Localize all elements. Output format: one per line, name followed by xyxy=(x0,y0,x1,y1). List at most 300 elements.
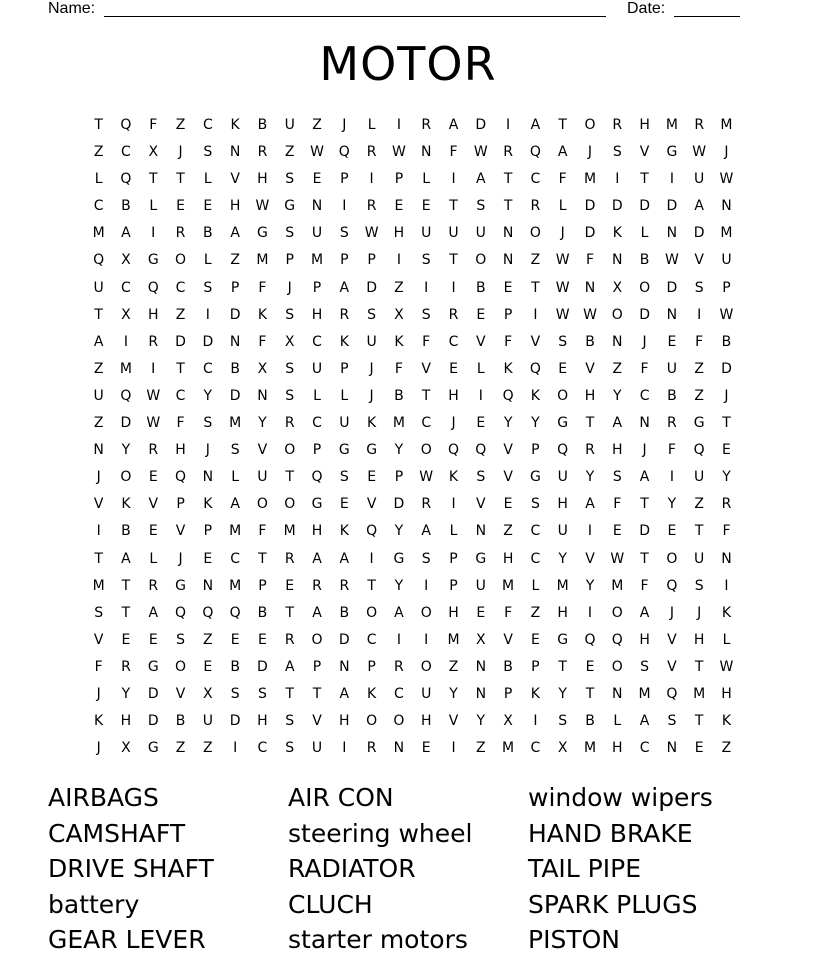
grid-cell: V xyxy=(93,496,104,513)
date-blank-line[interactable] xyxy=(674,16,740,17)
grid-cell: I xyxy=(369,171,374,188)
grid-cell: Z xyxy=(448,658,459,675)
grid-cell: F xyxy=(258,333,267,350)
grid-cell: D xyxy=(202,333,214,350)
grid-cell: I xyxy=(96,523,101,540)
grid-cell: P xyxy=(449,577,458,594)
grid-cell: B xyxy=(585,333,595,350)
grid-cell: F xyxy=(394,360,403,377)
grid-cell: T xyxy=(558,117,567,133)
grid-cell: Q xyxy=(666,685,678,702)
grid-cell: O xyxy=(529,225,541,242)
grid-cell: L xyxy=(558,198,567,215)
grid-cell: I xyxy=(478,387,483,404)
grid-cell: Y xyxy=(394,577,404,594)
grid-cell: V xyxy=(476,333,486,350)
grid-cell: P xyxy=(367,252,376,269)
grid-cell: C xyxy=(394,685,404,702)
grid-cell: L xyxy=(476,360,485,377)
grid-cell: B xyxy=(639,252,650,269)
grid-cell: J xyxy=(96,469,101,486)
grid-cell: S xyxy=(367,306,377,323)
grid-cell: I xyxy=(396,117,401,133)
grid-cell: H xyxy=(557,496,568,513)
grid-cell: G xyxy=(147,252,159,269)
grid-cell: Q xyxy=(311,469,323,486)
grid-cell: U xyxy=(475,225,486,242)
grid-cell: U xyxy=(421,685,432,702)
grid-cell: D xyxy=(475,117,487,133)
grid-cell: E xyxy=(476,306,486,323)
grid-cell: E xyxy=(285,577,295,594)
grid-cell: Q xyxy=(338,144,350,161)
grid-cell: Q xyxy=(666,577,678,594)
grid-cell: P xyxy=(230,279,240,296)
grid-cell: D xyxy=(338,631,350,648)
grid-cell: O xyxy=(256,496,268,513)
grid-cell: P xyxy=(176,496,185,513)
grid-cell: M xyxy=(256,252,269,269)
grid-cell: H xyxy=(639,117,650,133)
grid-cell: S xyxy=(667,713,677,730)
grid-cell: W xyxy=(583,306,597,323)
grid-cell: H xyxy=(584,387,596,404)
grid-cell: I xyxy=(123,333,129,350)
grid-cell: E xyxy=(339,496,349,513)
grid-cell: K xyxy=(94,713,104,730)
grid-cell: G xyxy=(557,631,569,648)
grid-cell: Q xyxy=(366,523,378,540)
grid-cell: V xyxy=(694,252,704,269)
grid-cell: V xyxy=(503,631,513,648)
grid-cell: A xyxy=(530,117,541,133)
grid-cell: W xyxy=(255,198,270,215)
grid-cell: G xyxy=(666,144,678,161)
grid-cell: I xyxy=(424,631,429,648)
grid-cell: Z xyxy=(93,144,104,161)
grid-cell: C xyxy=(93,198,104,215)
grid-cell: X xyxy=(284,333,295,350)
grid-cell: W xyxy=(419,469,434,486)
grid-cell: Y xyxy=(667,496,677,513)
grid-cell: E xyxy=(258,631,267,648)
grid-cell: I xyxy=(424,279,429,296)
grid-cell: R xyxy=(312,577,322,594)
grid-cell: N xyxy=(311,198,323,215)
grid-cell: X xyxy=(476,631,486,648)
grid-cell: G xyxy=(257,225,268,242)
grid-cell: R xyxy=(448,306,459,323)
grid-cell: C xyxy=(121,144,131,161)
date-label: Date: xyxy=(627,0,666,17)
grid-cell: V xyxy=(585,550,595,567)
word-list-item: AIR CON xyxy=(288,783,394,812)
grid-cell: R xyxy=(394,658,404,675)
grid-cell: Q xyxy=(447,442,460,459)
grid-cell: R xyxy=(530,198,541,215)
grid-cell: I xyxy=(451,496,456,513)
grid-cell: A xyxy=(639,713,650,730)
grid-cell: Z xyxy=(721,740,732,757)
grid-cell: T xyxy=(367,577,376,594)
grid-cell: A xyxy=(230,496,240,513)
grid-cell: E xyxy=(367,469,377,486)
grid-cell: I xyxy=(533,713,538,730)
grid-cell: T xyxy=(640,550,649,567)
grid-cell: F xyxy=(449,144,458,161)
grid-cell: Y xyxy=(203,387,213,404)
grid-cell: C xyxy=(530,523,541,540)
grid-cell: N xyxy=(666,306,678,323)
grid-cell: N xyxy=(612,333,623,350)
grid-cell: G xyxy=(147,658,159,675)
grid-cell: E xyxy=(312,171,322,188)
grid-cell: E xyxy=(394,198,404,215)
grid-cell: S xyxy=(694,577,704,594)
grid-cell: S xyxy=(285,713,295,730)
grid-cell: Z xyxy=(284,144,295,161)
grid-cell: B xyxy=(476,279,486,296)
grid-cell: N xyxy=(475,685,487,702)
word-list-item: window wipers xyxy=(528,783,713,812)
grid-cell: Y xyxy=(558,685,567,702)
grid-cell: S xyxy=(421,252,431,269)
grid-cell: T xyxy=(531,279,540,296)
grid-cell: T xyxy=(94,550,103,567)
grid-cell: Z xyxy=(476,740,486,757)
grid-cell: K xyxy=(530,387,540,404)
grid-cell: C xyxy=(175,279,186,296)
grid-cell: K xyxy=(503,360,513,377)
grid-cell: I xyxy=(697,306,702,323)
word-list-item: PISTON xyxy=(528,925,620,955)
word-list-item: CLUCH xyxy=(288,889,373,919)
grid-cell: E xyxy=(694,740,704,757)
grid-cell: Q xyxy=(202,604,214,621)
grid-cell: T xyxy=(285,685,294,702)
grid-cell: A xyxy=(448,117,459,133)
grid-cell: C xyxy=(639,387,650,404)
grid-cell: M xyxy=(310,252,324,269)
grid-cell: X xyxy=(257,360,268,377)
grid-cell: G xyxy=(366,442,378,459)
grid-cell: N xyxy=(475,658,487,675)
grid-cell: L xyxy=(203,252,212,269)
grid-cell: J xyxy=(669,604,674,621)
grid-cell: H xyxy=(147,306,159,323)
name-label: Name: xyxy=(48,0,96,17)
grid-cell: U xyxy=(557,469,568,486)
grid-cell: Y xyxy=(585,469,595,486)
grid-cell: M xyxy=(611,577,624,594)
grid-cell: U xyxy=(666,360,677,377)
grid-cell: G xyxy=(475,550,487,567)
grid-cell: C xyxy=(175,387,186,404)
grid-cell: A xyxy=(284,658,295,675)
grid-cell: Q xyxy=(120,171,132,188)
grid-cell: U xyxy=(257,469,268,486)
grid-cell: T xyxy=(503,198,513,215)
grid-cell: J xyxy=(369,360,374,377)
grid-cell: M xyxy=(119,360,132,377)
grid-cell: V xyxy=(476,496,486,513)
grid-cell: R xyxy=(148,333,159,350)
grid-cell: S xyxy=(285,225,295,242)
grid-cell: P xyxy=(449,550,458,567)
grid-cell: I xyxy=(506,117,511,133)
grid-cell: P xyxy=(340,171,349,188)
grid-cell: U xyxy=(311,225,323,242)
grid-cell: Q xyxy=(120,387,132,404)
grid-cell: E xyxy=(530,631,540,648)
grid-cell: H xyxy=(448,387,459,404)
grid-cell: D xyxy=(693,225,705,242)
grid-cell: R xyxy=(585,442,595,459)
grid-cell: S xyxy=(421,306,431,323)
grid-cell: P xyxy=(203,523,213,540)
grid-cell: Y xyxy=(394,523,404,540)
grid-cell: Z xyxy=(312,117,322,133)
grid-cell: O xyxy=(311,631,323,648)
grid-cell: R xyxy=(148,577,159,594)
grid-cell: S xyxy=(558,713,568,730)
grid-cell: S xyxy=(612,469,622,486)
grid-cell: B xyxy=(175,713,186,730)
grid-cell: V xyxy=(230,171,240,188)
grid-cell: M xyxy=(502,740,515,757)
grid-cell: R xyxy=(121,658,131,675)
grid-cell: Z xyxy=(93,415,104,432)
grid-cell: G xyxy=(529,469,541,486)
grid-cell: A xyxy=(612,415,623,432)
grid-cell: D xyxy=(229,387,241,404)
grid-cell: Z xyxy=(530,252,541,269)
grid-cell: L xyxy=(613,713,622,730)
grid-cell: I xyxy=(342,198,347,215)
grid-cell: N xyxy=(229,333,241,350)
grid-cell: H xyxy=(393,225,405,242)
grid-cell: X xyxy=(612,279,623,296)
grid-cell: O xyxy=(366,713,378,730)
grid-cell: E xyxy=(722,442,731,459)
grid-cell: D xyxy=(639,306,650,323)
grid-cell: D xyxy=(257,658,268,675)
grid-cell: V xyxy=(448,713,459,730)
grid-cell: B xyxy=(257,604,268,621)
grid-cell: Z xyxy=(694,360,704,377)
grid-cell: E xyxy=(148,631,158,648)
grid-cell: E xyxy=(612,523,622,540)
grid-cell: T xyxy=(94,306,103,323)
grid-cell: P xyxy=(394,469,404,486)
grid-cell: A xyxy=(694,198,704,215)
grid-cell: B xyxy=(230,360,240,377)
grid-cell: L xyxy=(94,171,103,188)
grid-cell: S xyxy=(203,144,213,161)
grid-cell: T xyxy=(285,604,294,621)
grid-cell: T xyxy=(312,685,322,702)
grid-cell: O xyxy=(666,550,678,567)
grid-cell: W xyxy=(310,144,324,161)
grid-cell: L xyxy=(203,171,212,188)
grid-cell: K xyxy=(367,685,377,702)
grid-cell: Z xyxy=(694,496,704,513)
grid-cell: K xyxy=(721,604,732,621)
grid-cell: W xyxy=(364,225,379,242)
grid-cell: Y xyxy=(613,387,622,404)
grid-cell: V xyxy=(585,360,595,377)
grid-cell: R xyxy=(284,415,295,432)
grid-cell: P xyxy=(285,252,294,269)
grid-cell: J xyxy=(587,144,593,161)
grid-cell: F xyxy=(667,442,676,459)
grid-cell: P xyxy=(312,442,322,459)
grid-cell: C xyxy=(312,333,322,350)
grid-cell: I xyxy=(396,252,401,269)
grid-cell: E xyxy=(121,631,131,648)
grid-cell: J xyxy=(724,144,729,161)
grid-cell: O xyxy=(284,442,296,459)
grid-cell: N xyxy=(584,279,596,296)
grid-cell: M xyxy=(638,685,651,702)
grid-cell: J xyxy=(96,740,101,757)
grid-cell: Y xyxy=(531,415,540,432)
grid-cell: O xyxy=(284,496,296,513)
grid-cell: E xyxy=(503,496,513,513)
grid-cell: Y xyxy=(503,415,513,432)
grid-cell: F xyxy=(94,658,103,675)
grid-cell: A xyxy=(148,604,159,621)
grid-cell: G xyxy=(557,415,569,432)
grid-cell: T xyxy=(176,171,185,188)
grid-cell: D xyxy=(366,279,377,296)
grid-cell: B xyxy=(503,658,513,675)
grid-cell: T xyxy=(694,658,704,675)
word-list-item: HAND BRAKE xyxy=(528,818,693,848)
grid-cell: T xyxy=(640,171,649,188)
grid-cell: M xyxy=(229,523,242,540)
grid-cell: Y xyxy=(121,442,131,459)
grid-cell: U xyxy=(339,415,350,432)
grid-cell: S xyxy=(421,550,431,567)
grid-cell: A xyxy=(339,550,350,567)
grid-cell: O xyxy=(393,713,405,730)
grid-cell: R xyxy=(694,117,705,133)
grid-cell: R xyxy=(148,442,159,459)
grid-cell: H xyxy=(502,550,514,567)
grid-cell: F xyxy=(422,333,431,350)
grid-cell: V xyxy=(667,658,677,675)
grid-cell: S xyxy=(285,171,295,188)
grid-cell: N xyxy=(612,252,623,269)
grid-cell: X xyxy=(148,144,159,161)
grid-cell: V xyxy=(93,631,104,648)
grid-cell: Z xyxy=(230,252,240,269)
grid-cell: K xyxy=(367,415,377,432)
grid-cell: B xyxy=(339,604,350,621)
grid-cell: D xyxy=(584,198,596,215)
grid-cell: M xyxy=(92,577,105,594)
grid-cell: N xyxy=(721,198,732,215)
grid-cell: E xyxy=(203,198,213,215)
grid-cell: W xyxy=(146,415,161,432)
grid-cell: B xyxy=(257,117,268,133)
grid-cell: I xyxy=(669,171,674,188)
word-list-item: CAMSHAFT xyxy=(48,818,186,848)
word-list-item: TAIL PIPE xyxy=(528,854,642,884)
grid-cell: D xyxy=(175,333,186,350)
grid-cell: N xyxy=(339,658,350,675)
grid-cell: M xyxy=(583,740,597,757)
grid-cell: Q xyxy=(175,604,187,621)
grid-cell: L xyxy=(531,577,540,594)
grid-cell: W xyxy=(692,144,707,161)
grid-cell: F xyxy=(613,496,622,513)
grid-cell: V xyxy=(148,496,159,513)
grid-cell: Q xyxy=(93,252,105,269)
grid-cell: Y xyxy=(121,685,131,702)
grid-cell: H xyxy=(311,523,323,540)
grid-cell: E xyxy=(148,469,158,486)
grid-cell: M xyxy=(502,577,515,594)
grid-cell: A xyxy=(312,604,322,621)
grid-cell: O xyxy=(420,442,432,459)
grid-cell: R xyxy=(257,144,268,161)
grid-cell: H xyxy=(120,713,132,730)
grid-cell: T xyxy=(94,117,103,133)
grid-cell: O xyxy=(120,469,132,486)
grid-cell: D xyxy=(147,685,159,702)
grid-cell: S xyxy=(476,198,486,215)
grid-cell: T xyxy=(585,415,595,432)
grid-cell: P xyxy=(503,306,513,323)
grid-cell: X xyxy=(121,306,131,323)
grid-cell: U xyxy=(93,387,104,404)
grid-cell: R xyxy=(503,144,513,161)
grid-cell: D xyxy=(229,306,241,323)
grid-cell: Z xyxy=(503,523,513,540)
grid-cell: I xyxy=(669,469,674,486)
grid-cell: D xyxy=(639,198,650,215)
grid-cell: S xyxy=(530,496,540,513)
name-blank-line[interactable] xyxy=(104,16,606,17)
grid-cell: U xyxy=(366,333,377,350)
grid-cell: Q xyxy=(147,279,159,296)
grid-cell: Q xyxy=(475,442,487,459)
grid-cell: T xyxy=(722,415,731,432)
grid-cell: V xyxy=(503,442,513,459)
grid-cell: G xyxy=(338,442,350,459)
grid-cell: H xyxy=(257,171,268,188)
grid-cell: E xyxy=(667,333,677,350)
grid-cell: M xyxy=(693,685,706,702)
grid-cell: S xyxy=(94,604,104,621)
word-list-item: RADIATOR xyxy=(288,854,416,884)
grid-cell: A xyxy=(93,333,104,350)
grid-cell: I xyxy=(151,360,156,377)
grid-cell: V xyxy=(421,360,431,377)
grid-cell: Q xyxy=(693,442,705,459)
grid-cell: T xyxy=(121,577,131,594)
grid-cell: O xyxy=(611,604,623,621)
grid-cell: M xyxy=(556,577,569,594)
grid-cell: U xyxy=(448,225,459,242)
grid-cell: U xyxy=(475,577,486,594)
grid-cell: F xyxy=(640,360,649,377)
grid-cell: Q xyxy=(175,469,187,486)
grid-cell: U xyxy=(694,469,705,486)
grid-cell: S xyxy=(285,306,295,323)
